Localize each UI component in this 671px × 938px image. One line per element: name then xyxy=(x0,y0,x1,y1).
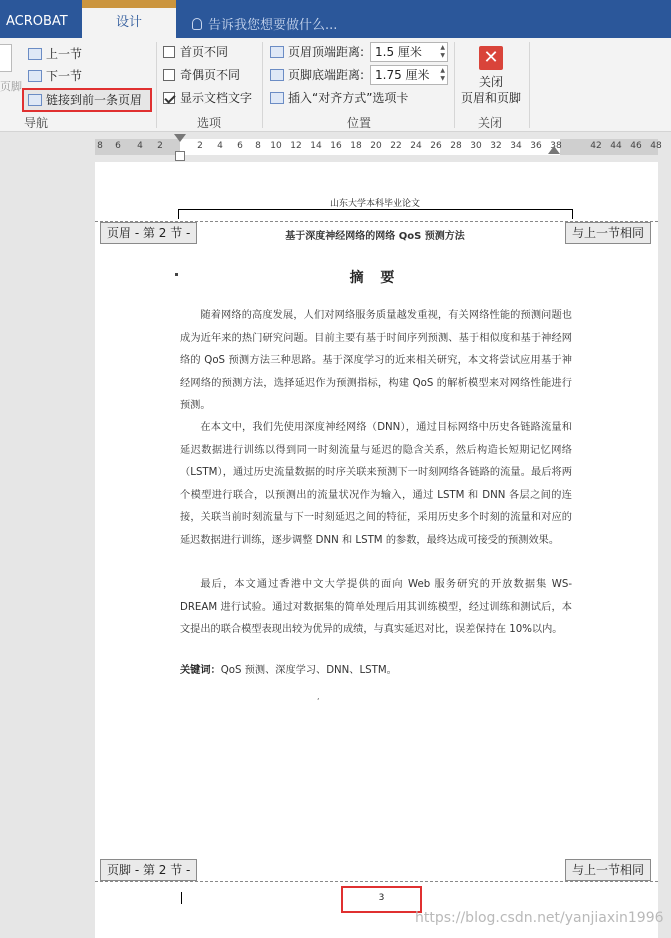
footer-position-icon xyxy=(270,69,284,81)
ruler-tick-label: 34 xyxy=(510,141,522,151)
group-label-navigation: 导航 xyxy=(24,116,49,130)
header-section-tag: 页眉 - 第 2 节 - xyxy=(100,222,197,244)
keywords-text: QoS 预测、深度学习、DNN、LSTM。 xyxy=(220,665,397,676)
abstract-paragraph-1[interactable]: 随着网络的高度发展，人们对网络服务质量越发重视，有关网络性能的预测问题也成为近年来的热门研究问题。目前主要有基于时间序列预测、基于相似度和基于神经网络的 QoS 预测方法三种思路。基于深度学习的近来相关研究，本文将尝试应用基于神经网络的预测方法，选择延迟作为预测指标，构建 QoS 的解析模型来对网络性能进行预测。 xyxy=(180,310,572,412)
header-from-top-label: 页眉顶端距离: xyxy=(288,45,365,59)
footer-boundary-line xyxy=(95,881,658,882)
ruler-tick-label: 14 xyxy=(310,141,322,151)
tab-acrobat[interactable]: ACROBAT xyxy=(6,14,68,29)
checkbox-icon xyxy=(163,69,175,81)
insert-align-tab-label: 插入“对齐方式”选项卡 xyxy=(288,91,409,105)
ruler-tick-label: 8 xyxy=(255,141,261,151)
keywords-label: 关键词： xyxy=(180,665,221,676)
ruler-tick-label: 36 xyxy=(530,141,542,151)
different-first-page-label: 首页不同 xyxy=(180,45,229,59)
document-margin-left xyxy=(0,162,95,938)
ruler-tick-label: 26 xyxy=(430,141,442,151)
close-header-footer-button[interactable] xyxy=(456,44,526,106)
header-rule-tick xyxy=(572,209,573,219)
close-icon: ✕ xyxy=(479,46,503,70)
close-button-line1: 关闭 xyxy=(478,75,503,89)
ribbon-tab-bar xyxy=(0,0,671,38)
abstract-paragraph-2[interactable]: 在本文中，我们先使用深度神经网络（DNN），通过目标网络中历史各链路流量和延迟数据进行训练以得到同一时刻流量与延迟的隐含关系，然后构造长短期记忆网络（LSTM），通过历史流量数据的时序关联来预测下一时刻网络各链路的流量。最后将两个模型进行联合，以预测出的流量状况作为输入，通过 LSTM 和 DNN 各层之间的连接，关联当前时刻流量与下一时刻延迟之间的特征，采用历史多个时刻的流量和对应的延迟数据进行训练，逐步调整 DNN 和 LSTM 的参数，最终达成可接受的预测效果。 xyxy=(180,422,572,546)
ruler-tick-label: 8 xyxy=(97,141,103,151)
ruler-tick-label: 22 xyxy=(390,141,402,151)
tell-me-text: 告诉我您想要做什么... xyxy=(208,18,338,33)
footer-from-bottom-value: 1.75 厘米 xyxy=(375,68,430,82)
header-rule-tick xyxy=(178,209,179,219)
first-line-indent-marker[interactable] xyxy=(174,134,186,142)
ruler-tick-label: 6 xyxy=(115,141,121,151)
ruler-tick-label: 4 xyxy=(137,141,143,151)
tab-design[interactable]: 设计 xyxy=(82,8,176,38)
close-button-line2: 页眉和页脚 xyxy=(460,91,521,105)
ruler-tick-label: 32 xyxy=(490,141,502,151)
header-footer-button-partial[interactable] xyxy=(0,44,12,72)
prev-section-label: 上一节 xyxy=(46,47,83,61)
group-divider xyxy=(454,42,455,128)
link-to-previous-button[interactable] xyxy=(22,88,152,112)
footer-from-bottom-input[interactable] xyxy=(370,65,448,85)
header-from-top-value: 1.5 厘米 xyxy=(375,45,422,59)
prev-section-icon xyxy=(28,48,42,60)
group-label-options: 选项 xyxy=(197,116,222,130)
ruler-tick-label: 12 xyxy=(290,141,302,151)
watermark-text: https://blog.csdn.net/yanjiaxin1996 xyxy=(415,910,664,926)
ribbon xyxy=(0,38,671,132)
ruler-tick-label: 20 xyxy=(370,141,382,151)
checkbox-icon xyxy=(163,46,175,58)
ruler-tick-label: 48 xyxy=(650,141,662,151)
ruler-tick-label: 6 xyxy=(237,141,243,151)
text-cursor-mark: , xyxy=(317,692,320,701)
different-first-page-checkbox[interactable] xyxy=(163,42,228,62)
show-document-text-checkbox[interactable] xyxy=(163,88,252,108)
same-as-previous-tag: 与上一节相同 xyxy=(565,222,651,244)
spinner-arrows-icon[interactable]: ▲ ▼ xyxy=(440,44,445,59)
header-position-icon xyxy=(270,46,284,58)
spinner-arrows-icon[interactable]: ▲ ▼ xyxy=(440,67,445,82)
ruler-tick-label: 10 xyxy=(270,141,282,151)
ruler-tick-label: 4 xyxy=(217,141,223,151)
header-rule xyxy=(178,209,573,210)
group-label-position: 位置 xyxy=(347,116,372,130)
page-number[interactable]: 3 xyxy=(378,893,385,903)
footer-section-tag: 页脚 - 第 2 节 - xyxy=(100,859,197,881)
footer-cursor xyxy=(181,892,182,904)
show-document-text-label: 显示文档文字 xyxy=(180,91,253,105)
ruler-tick-label: 30 xyxy=(470,141,482,151)
right-indent-marker[interactable] xyxy=(548,146,560,154)
footer-from-bottom-label: 页脚底端距离: xyxy=(288,68,365,82)
header-from-top-label-row xyxy=(270,42,364,62)
thesis-title[interactable]: 基于深度神经网络的网络 QoS 预测方法 xyxy=(285,231,465,242)
ruler-tick-label: 42 xyxy=(590,141,602,151)
ruler-tick-label: 44 xyxy=(610,141,622,151)
different-odd-even-label: 奇偶页不同 xyxy=(180,68,241,82)
header-footer-label-partial: 页脚 xyxy=(0,80,22,93)
ruler-tick-label: 28 xyxy=(450,141,462,151)
link-to-previous-label: 链接到前一条页眉 xyxy=(46,93,143,107)
ruler-tick-label: 38 xyxy=(550,141,562,151)
next-section-label: 下一节 xyxy=(46,69,83,83)
ruler-tick-label: 16 xyxy=(330,141,342,151)
insert-align-tab-icon xyxy=(270,92,284,104)
different-odd-even-checkbox[interactable] xyxy=(163,65,240,85)
abstract-paragraph-3[interactable]: 最后，本文通过香港中文大学提供的面向 Web 服务研究的开放数据集 WS-DREAM 进行试验。通过对数据集的简单处理后用其训练模型，经过训练和测试后，本文提出的联合模型表现出较为优异的成绩，与真实延迟对比，误差保持在 10%以内。 xyxy=(180,579,572,636)
group-divider xyxy=(262,42,263,128)
ruler-tick-label: 18 xyxy=(350,141,362,151)
footer-same-as-previous-tag: 与上一节相同 xyxy=(565,859,651,881)
checkbox-checked-icon xyxy=(163,92,175,104)
group-divider xyxy=(529,42,530,128)
ruler-tick-label: 24 xyxy=(410,141,422,151)
footer-from-bottom-label-row xyxy=(270,65,364,85)
next-section-icon xyxy=(28,70,42,82)
group-label-close: 关闭 xyxy=(478,116,503,130)
lightbulb-icon xyxy=(192,18,202,30)
context-tab-strip xyxy=(82,0,176,8)
next-section-button[interactable] xyxy=(28,66,82,86)
tell-me-box[interactable] xyxy=(192,14,337,33)
left-indent-marker[interactable] xyxy=(175,151,185,161)
prev-section-button[interactable] xyxy=(28,44,82,64)
paragraph-mark xyxy=(175,273,178,276)
ruler-tick-label: 2 xyxy=(157,141,163,151)
header-from-top-input[interactable] xyxy=(370,42,448,62)
ruler-tick-label: 2 xyxy=(197,141,203,151)
ruler-tick-label: 46 xyxy=(630,141,642,151)
group-divider xyxy=(156,42,157,128)
abstract-heading[interactable]: 摘 要 xyxy=(349,270,401,286)
keywords-line[interactable] xyxy=(180,662,572,680)
document-margin-right xyxy=(658,162,671,938)
school-header-text[interactable]: 山东大学本科毕业论文 xyxy=(329,199,420,209)
insert-align-tab-button[interactable] xyxy=(270,88,408,108)
link-to-previous-icon xyxy=(28,94,42,106)
